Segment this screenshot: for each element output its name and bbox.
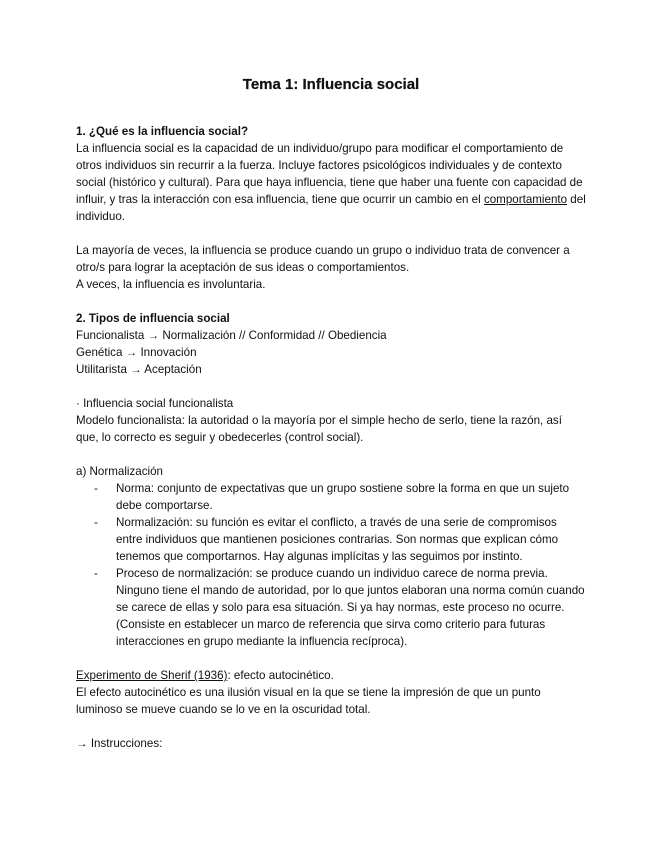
list-item: - Normalización: su función es evitar el conflicto, a través de una serie de compromisos entre individuos que mantienen posiciones contrarias. Son normas que explican cómo tenemos que comportarnos. Hay algunas implícitas y las seguimos por instinto. [116,514,586,565]
subsection-heading: · Influencia social funcionalista [76,397,234,410]
instructions-label: → Instrucciones: [76,737,163,750]
list-item: - Norma: conjunto de expectativas que un grupo sostiene sobre la forma en que un sujeto debe comportarse. [116,480,586,514]
experiment-link: Experimento de Sherif (1936) [76,669,228,682]
normalization-heading: a) Normalización [76,465,163,478]
type-line: Genética → Innovación [76,346,197,359]
underlined-term: comportamiento [483,193,568,206]
section-1-paragraph-1: La influencia social es la capacidad de un individuo/grupo para modificar el comportamiento de otros individuos sin recurrir a la fuerza. Incluye factores psicológicos individuales y de contexto social (histórico y cultural). Para que haya influencia, tiene que haber una fuente con capacidad de influir, y tras la interacción con esa influencia, tiene que ocurrir un cambio en el comportamiento del individuo. [76,142,586,223]
section-1-paragraph-2: La mayoría de veces, la influencia se produce cuando un grupo o individuo trata de convencer a otro/s para lograr la aceptación de sus ideas o comportamientos. [76,244,570,274]
document-body [76,74,586,752]
normalization-list [76,480,586,650]
model-paragraph: Modelo funcionalista: la autoridad o la mayoría por el simple hecho de serlo, tiene la razón, así que, lo correcto es seguir y obedecerles (control social). [76,414,562,444]
experiment-description: El efecto autocinético es una ilusión visual en la que se tiene la impresión de que un punto luminoso se mueve cuando se lo ve en la oscuridad total. [76,686,541,716]
type-line: Funcionalista → Normalización // Conformidad // Obediencia [76,329,387,342]
type-line: Utilitarista → Aceptación [76,363,202,376]
section-1-heading: 1. ¿Qué es la influencia social? [76,125,249,138]
list-item: - Proceso de normalización: se produce cuando un individuo carece de norma previa. Ninguno tiene el mando de autoridad, por lo que juntos elaboran una norma común cuando se carece de ellas y solo para esa situación. Si ya hay normas, este proceso no ocurre. (Consiste en establecer un marco de referencia que sirva como criterio para futuras interacciones en grupo mediante la influencia recíproca). [116,565,586,650]
experiment-line: Experimento de Sherif (1936): efecto autocinético. [76,669,334,682]
page-title: Tema 1: Influencia social [242,76,420,93]
section-2-heading: 2. Tipos de influencia social [76,312,230,325]
section-1-paragraph-3: A veces, la influencia es involuntaria. [76,278,266,291]
